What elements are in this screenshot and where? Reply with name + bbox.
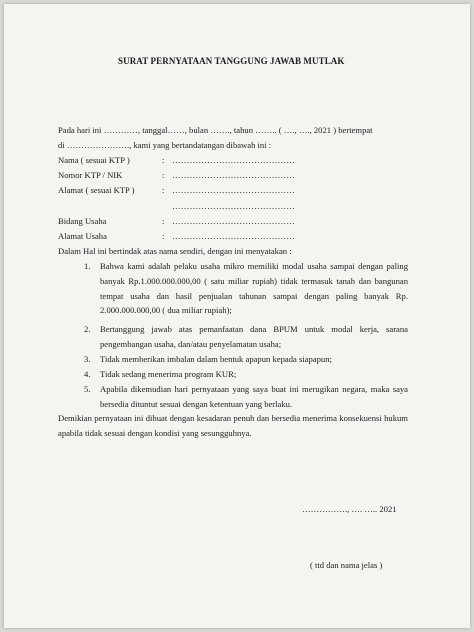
field-label-bidang-usaha: Bidang Usaha — [58, 216, 107, 226]
closing-paragraph: Demikian pernyataan ini dibuat dengan kesadaran penuh dan bersedia menerima konsekuensi hukum apabila tidak sesuai dengan kondisi yang sesungguhnya. — [58, 413, 408, 438]
list-item-1: Bahwa kami adalah pelaku usaha mikro memiliki modal usaha sampai dengan paling banyak Rp.1.000.000.000,00 ( satu miliar rupiah) tidak termasuk tanah dan bangunan tempat usaha dan hasil penjualan tahunan sampai dengan paling banyak Rp. 2.000.000.000,00 ( dua miliar rupiah); — [100, 261, 408, 316]
intro-line-1: Pada hari ini …………, tanggal……, bulan ……., tahun …….. ( …., …., 2021 ) bertempat — [58, 125, 373, 135]
list-item-3: Tidak memberikan imbalan dalam bentuk apapun kepada siapapun; — [100, 354, 332, 364]
field-colon: : — [162, 216, 165, 226]
field-label-alamat-usaha: Alamat Usaha — [58, 231, 107, 241]
date-line: ……………., …. ….. 2021 — [302, 504, 397, 514]
document-page — [4, 4, 470, 628]
field-colon: : — [162, 155, 165, 165]
field-label-nama: Nama ( sesuai KTP ) — [58, 155, 130, 165]
field-value-nama: …………………………………… — [172, 155, 296, 165]
list-number: 5. — [84, 384, 91, 394]
field-value-alamat: …………………………………… — [172, 185, 296, 195]
field-colon: : — [162, 231, 165, 241]
document-title: SURAT PERNYATAAN TANGGUNG JAWAB MUTLAK — [118, 56, 345, 66]
list-number: 4. — [84, 369, 91, 379]
field-value-bidang-usaha: …………………………………… — [172, 216, 296, 226]
list-item-5: Apabila dikemudian hari pernyataan yang saya buat ini merugikan negara, maka saya bersedia dituntut sesuai dengan ketentuan yang berlaku. — [100, 384, 408, 409]
field-colon: : — [162, 170, 165, 180]
field-colon: : — [162, 185, 165, 195]
field-label-alamat: Alamat ( sesuai KTP ) — [58, 185, 135, 195]
list-number: 2. — [84, 324, 91, 334]
intro-line-2: di …………………., kami yang bertandatangan dibawah ini : — [58, 140, 272, 150]
list-item-2: Bertanggung jawab atas pemanfaatan dana BPUM untuk modal kerja, sarana pengembangan usaha, dan/atau penyelamatan usaha; — [100, 324, 408, 349]
list-item-4: Tidak sedang menerima program KUR; — [100, 369, 237, 379]
field-value-nik: …………………………………… — [172, 170, 296, 180]
signature-line: ( ttd dan nama jelas ) — [310, 560, 383, 570]
list-number: 1. — [84, 261, 91, 271]
field-value-alamat-usaha: …………………………………… — [172, 231, 296, 241]
list-number: 3. — [84, 354, 91, 364]
declaration-intro: Dalam Hal ini bertindak atas nama sendiri, dengan ini menyatakan : — [58, 246, 292, 256]
field-value-alamat-cont: …………………………………… — [172, 201, 296, 211]
field-label-nik: Nomor KTP / NIK — [58, 170, 123, 180]
